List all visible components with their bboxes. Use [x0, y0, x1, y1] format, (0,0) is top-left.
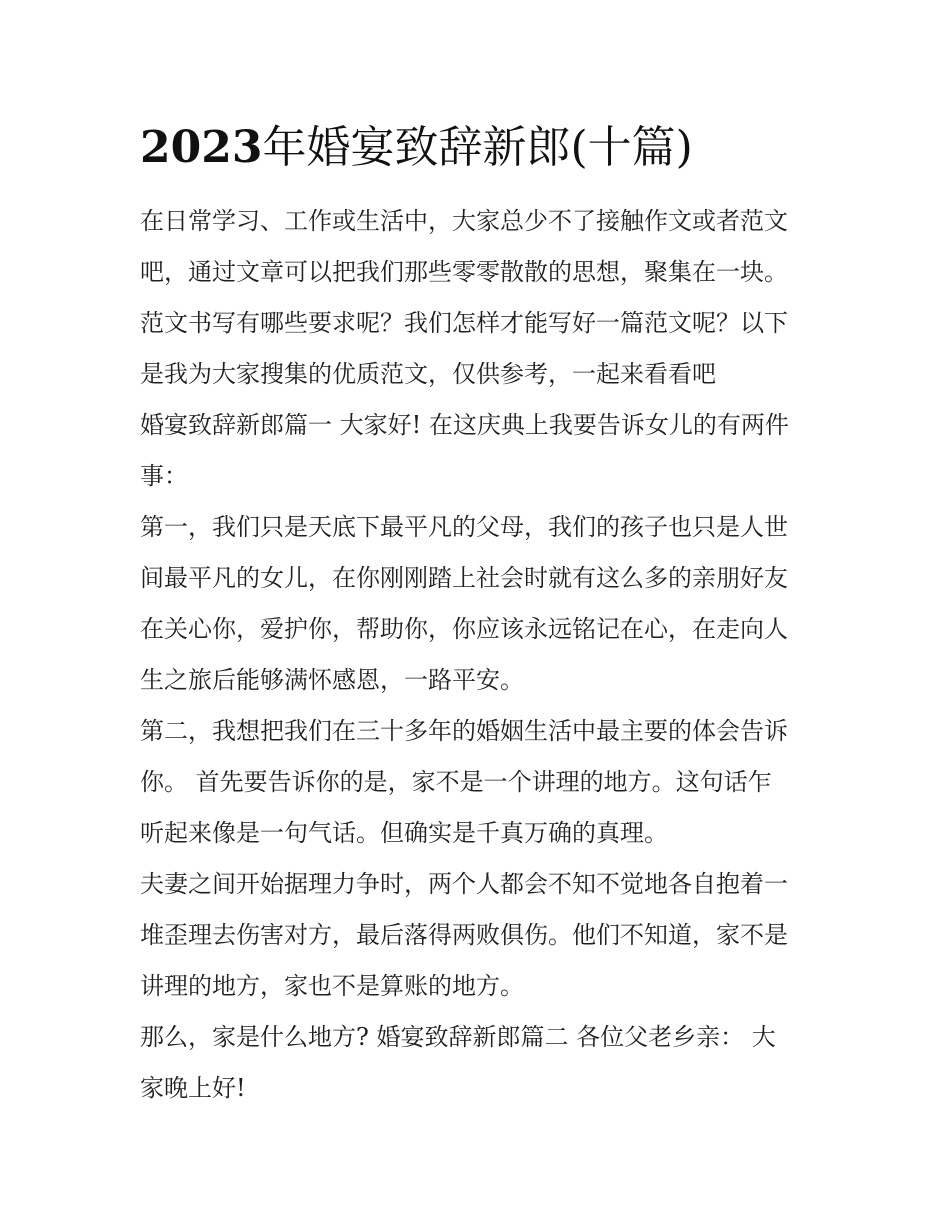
- body-line: 间最平凡的女儿，在你刚刚踏上社会时就有这么多的亲朋好友: [140, 564, 788, 592]
- title-text: 年婚宴致辞新郎(十篇): [262, 122, 693, 173]
- body-line: 生之旅后能够满怀感恩，一路平安。: [140, 666, 524, 694]
- document-title: [140, 118, 693, 178]
- body-line: 是我为大家搜集的优质范文，仅供参考，一起来看看吧: [140, 360, 716, 388]
- body-line: 家晚上好!: [140, 1074, 246, 1102]
- body-line: 第一，我们只是天底下最平凡的父母，我们的孩子也只是人世: [140, 513, 788, 541]
- body-line: 范文书写有哪些要求呢？我们怎样才能写好一篇范文呢？以下: [140, 309, 788, 337]
- body-line: 在日常学习、工作或生活中，大家总少不了接触作文或者范文: [140, 207, 788, 235]
- body-line: 在关心你，爱护你，帮助你，你应该永远铭记在心，在走向人: [140, 615, 788, 643]
- title-year: 2023: [140, 122, 263, 173]
- body-line: 你。 首先要告诉你的是，家不是一个讲理的地方。这句话乍: [140, 768, 772, 796]
- body-line: 听起来像是一句气话。但确实是千真万确的真理。: [140, 819, 668, 847]
- body-line: 堆歪理去伤害对方，最后落得两败俱伤。他们不知道，家不是: [140, 921, 788, 949]
- body-line: 夫妻之间开始据理力争时，两个人都会不知不觉地各自抱着一: [140, 870, 788, 898]
- body-line: 那么，家是什么地方? 婚宴致辞新郎篇二 各位父老乡亲： 大: [140, 1023, 776, 1051]
- body-line: 事：: [140, 462, 188, 490]
- body-line: 第二，我想把我们在三十多年的婚姻生活中最主要的体会告诉: [140, 717, 788, 745]
- body-line: 吧，通过文章可以把我们那些零零散散的思想，聚集在一块。: [140, 258, 788, 286]
- body-line: 讲理的地方，家也不是算账的地方。: [140, 972, 524, 1000]
- body-line: 婚宴致辞新郎篇一 大家好! 在这庆典上我要告诉女儿的有两件: [140, 411, 789, 439]
